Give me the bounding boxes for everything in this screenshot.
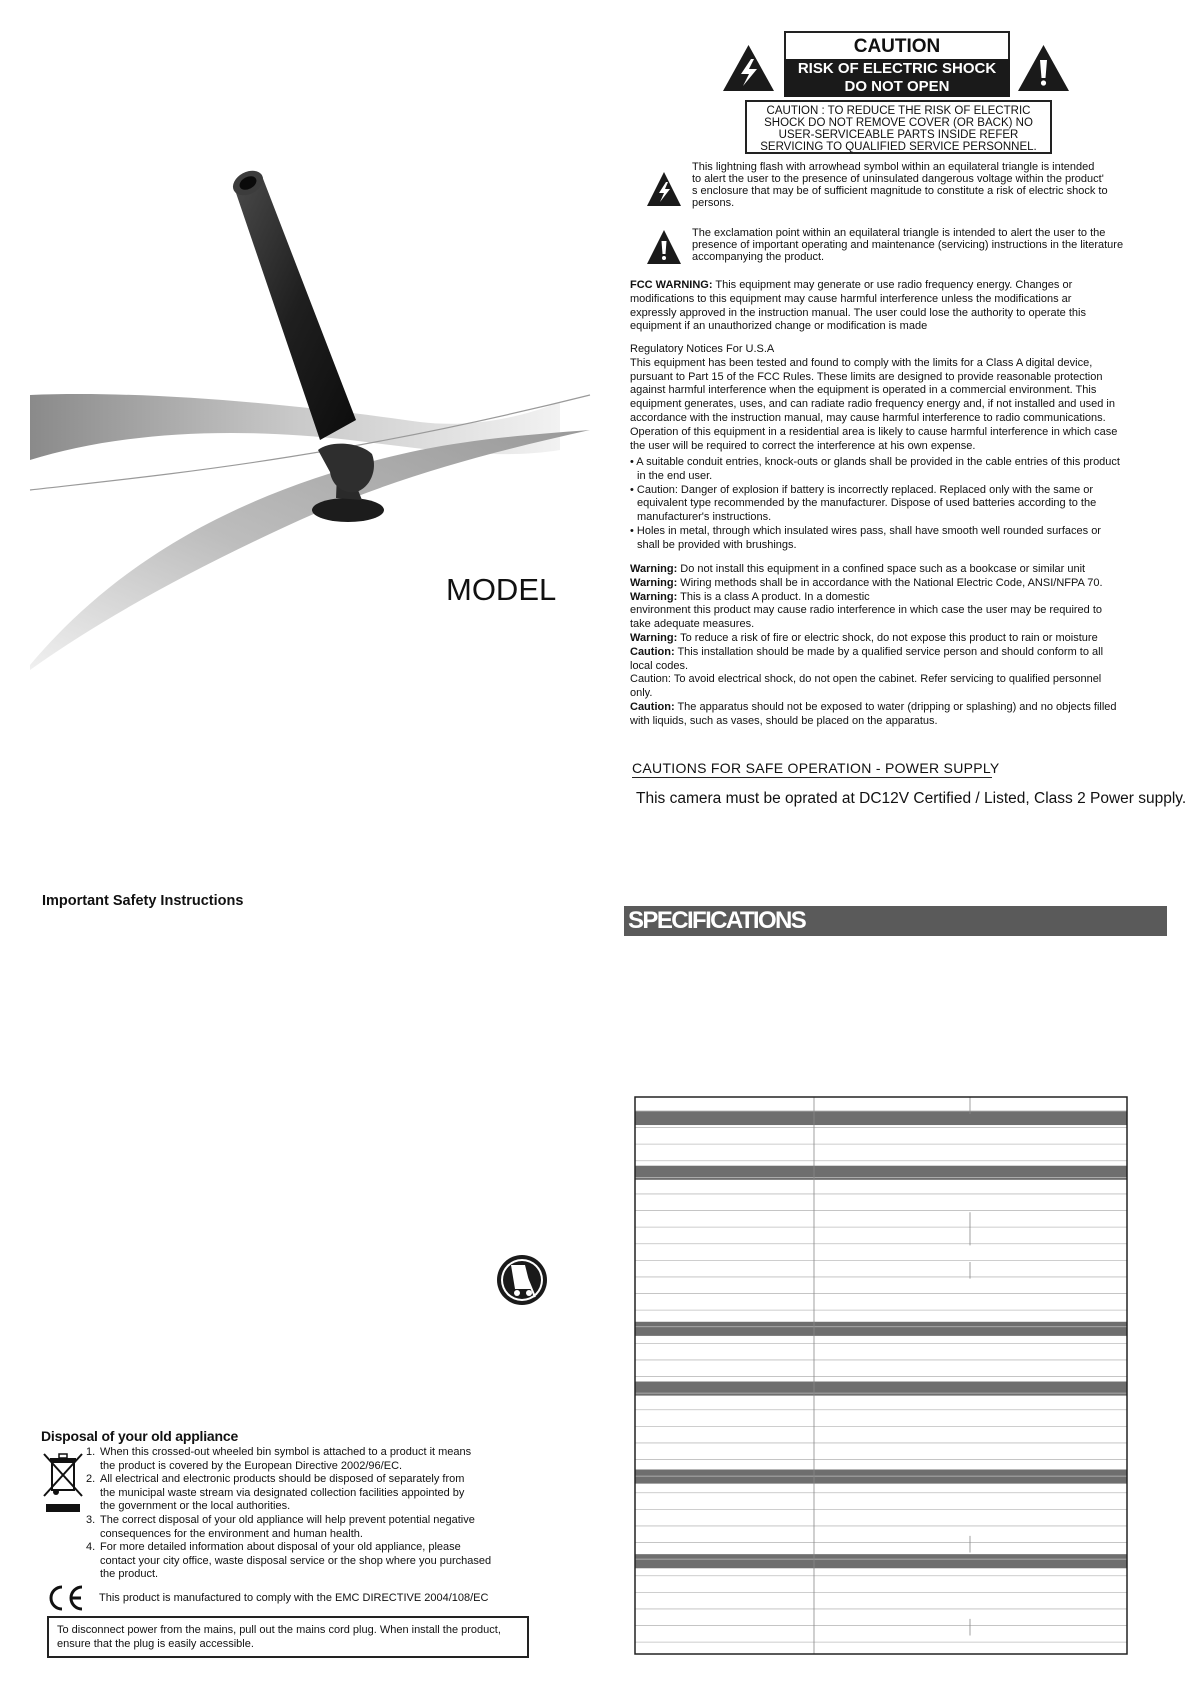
lightning-warning-icon [721,43,776,93]
disposal-item: 1. When this crossed-out wheeled bin symbol is attached to a product it means the product is covered by the European Directive 2002/96/EC. [86,1446,472,1472]
specifications-banner [624,906,1167,936]
camera-photo [229,166,384,522]
risk-of-shock-banner: RISK OF ELECTRIC SHOCK DO NOT OPEN [784,59,1010,97]
crossed-bin-icon [42,1450,84,1516]
caution-notice-box: CAUTION : TO REDUCE THE RISK OF ELECTRIC SHOCK DO NOT REMOVE COVER (OR BACK) NO USER-SERVICEABLE PARTS INSIDE REFER SERVICING TO QUALIFIED SERVICE PERSONNEL. [745,100,1052,154]
disposal-item: 3. The correct disposal of your old appliance will help prevent potential negative consequences for the environment and human health. [86,1513,475,1540]
specifications-table [634,1096,1129,1656]
bullet-item: • Caution: Danger of explosion if battery is incorrectly replaced. Replaced only with the same or equivalent type recommended by the manufacturer. Dispose of used batteries according to the manufacturer's instructions. [630,483,1097,524]
ce-compliance-text: This product is manufactured to comply with the EMC DIRECTIVE 2004/108/EC [99,1592,489,1604]
lightning-symbol-icon [645,170,683,208]
exclamation-warning-icon [1016,43,1071,93]
ce-mark-icon [46,1584,86,1612]
model-label: MODEL [446,572,557,607]
table-section-row [635,1554,1127,1568]
disconnect-notice: To disconnect power from the mains, pull out the mains cord plug. When install the product, ensure that the plug is easily accessible. [47,1616,529,1658]
bullet-item: • A suitable conduit entries, knock-outs or glands shall be provided in the cable entries of this product in the end user. [630,456,1120,482]
bullet-item: • Holes in metal, through which insulated wires pass, shall have smooth well rounded surfaces or shall be provided with brushings. [630,524,1101,551]
table-border [635,1097,1127,1654]
disposal-item: 4. For more detailed information about disposal of your old appliance, please contact your city office, waste disposal service or the shop where you purchased the product. [86,1541,492,1581]
regulatory-notices: Regulatory Notices For U.S.A This equipment has been tested and found to comply with the limits for a Class A digital device, pursuant to Part 15 of the FCC Rules. These limits are designed to provide reasonable protection against harmful interference when the equipment is operated in a commercial environment. This equipment generates, uses, and can radiate radio frequency energy and, if not installed and used in accordance with the instruction manual, may cause harmful interference to radio communications. Operation of this equipment in a residential area is likely to cause harmful interference in which case the user will be required to correct the interference at his own expense. [630,343,1118,452]
power-supply-text: This camera must be oprated at DC12V Certified / Listed, Class 2 Power supply. [636,790,1187,807]
cart-warning-icon [495,1253,549,1307]
table-section-row [635,1470,1127,1484]
table-section-row [635,1322,1127,1336]
disposal-item: 2. All electrical and electronic products should be disposed of separately from the municipal waste stream via designated collection facilities appointed by the government or the local authorities. [86,1473,465,1513]
fcc-warning: FCC WARNING: This equipment may generate or use radio frequency energy. Changes or modifications to this equipment may cause harmful interference unless the modifications ar expressly approved in the instruction manual. The user could lose the authority to operate this equipment if an unauthorized change or modification is made [630,279,1086,333]
disposal-heading: Disposal of your old appliance [41,1428,239,1444]
disposal-list [86,1446,526,1582]
exclamation-symbol-icon [645,228,683,266]
table-section-row [635,1111,1127,1125]
safety-heading: Important Safety Instructions [42,893,244,909]
lightning-explanation: This lightning flash with arrowhead symbol within an equilateral triangle is intended to alert the user to the presence of uninsulated dangerous voltage within the product' s enclosure that may be of sufficient magnitude to constitute a risk of electric shock to persons. [692,161,1108,209]
caution-title: CAUTION [784,31,1010,63]
warnings-list: Warning: Do not install this equipment in a confined space such as a bookcase or similar unit Warning: Wiring methods shall be in accordance with the National Electric Code, ANSI/NFPA 70. Warning: This is a class A product. In a domestic environment this product may cause radio interference in which case the user may be required to take adequate measures. Warning: To reduce a risk of fire or electric shock, do not expose this product to rain or moisture Caution: This installation should be made by a qualified service person and should conform to all local codes. Caution: To avoid electrical shock, do not open the cabinet. Refer servicing to qualified personnel only. Caution: The apparatus should not be exposed to water (dripping or splashing) and no objects filled with liquids, such as vases, should be placed on the apparatus. [630,563,1117,727]
safety-bullets [630,456,1120,553]
power-supply-heading: CAUTIONS FOR SAFE OPERATION - POWER SUPPLY [632,760,1000,776]
exclamation-explanation: The exclamation point within an equilateral triangle is intended to alert the user to the presence of important operating and maintenance (servicing) instructions in the literature accompanying the product. [692,227,1124,263]
specifications-title: SPECIFICATIONS [628,907,806,934]
